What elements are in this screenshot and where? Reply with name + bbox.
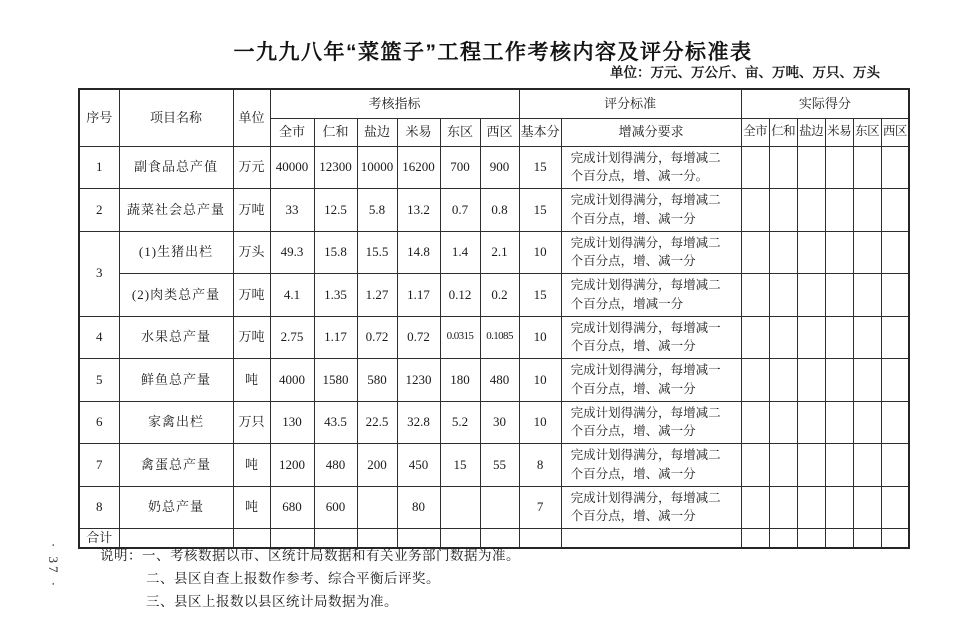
value-cell xyxy=(440,486,480,529)
project-cell: 家禽出栏 xyxy=(119,401,233,444)
empty-cell xyxy=(853,529,881,548)
project-cell: 蔬菜社会总产量 xyxy=(119,189,233,232)
actual-score-cell xyxy=(741,444,769,487)
value-cell: 0.7 xyxy=(440,189,480,232)
actual-score-cell xyxy=(853,444,881,487)
table-row xyxy=(79,444,909,487)
actual-score-cell xyxy=(769,231,797,274)
value-cell: 680 xyxy=(270,486,314,529)
value-cell: 600 xyxy=(314,486,357,529)
unit-cell: 万吨 xyxy=(233,189,270,232)
actual-score-cell xyxy=(769,316,797,359)
col-header-region-miyi: 米易 xyxy=(397,118,440,146)
actual-score-cell xyxy=(881,316,909,359)
table-row xyxy=(79,274,909,317)
value-cell: 700 xyxy=(440,146,480,189)
col-header-unit: 单位 xyxy=(233,89,270,146)
base-score-cell: 10 xyxy=(519,401,561,444)
value-cell: 0.8 xyxy=(480,189,519,232)
note-line-2: 二、县区自查上报数作参考、综合平衡后评奖。 xyxy=(146,571,440,586)
unit-cell: 吨 xyxy=(233,486,270,529)
actual-score-cell xyxy=(741,359,769,402)
actual-score-cell xyxy=(881,274,909,317)
value-cell: 1.35 xyxy=(314,274,357,317)
actual-score-cell xyxy=(769,444,797,487)
criteria-cell: 完成计划得满分，每增减一个百分点，增、减一分 xyxy=(561,316,741,359)
col-group-assessment: 考核指标 xyxy=(270,89,519,118)
actual-score-cell xyxy=(797,359,825,402)
value-cell: 40000 xyxy=(270,146,314,189)
actual-score-cell xyxy=(741,316,769,359)
actual-score-cell xyxy=(741,231,769,274)
project-cell: (1)生猪出栏 xyxy=(119,231,233,274)
actual-score-cell xyxy=(853,316,881,359)
value-cell: 55 xyxy=(480,444,519,487)
col-group-scoring: 评分标准 xyxy=(519,89,741,118)
criteria-cell: 完成计划得满分，每增减二个百分点，增、减一分 xyxy=(561,444,741,487)
empty-cell xyxy=(797,529,825,548)
table-row xyxy=(79,359,909,402)
value-cell: 580 xyxy=(357,359,397,402)
table-row xyxy=(79,231,909,274)
col-header-actual-miyi: 米易 xyxy=(825,118,853,146)
project-cell: 水果总产量 xyxy=(119,316,233,359)
value-cell: 43.5 xyxy=(314,401,357,444)
value-cell: 15 xyxy=(440,444,480,487)
actual-score-cell xyxy=(825,316,853,359)
value-cell: 22.5 xyxy=(357,401,397,444)
actual-score-cell xyxy=(741,401,769,444)
table-row xyxy=(79,189,909,232)
base-score-cell: 10 xyxy=(519,359,561,402)
project-cell: (2)肉类总产量 xyxy=(119,274,233,317)
value-cell: 0.72 xyxy=(397,316,440,359)
actual-score-cell xyxy=(797,316,825,359)
value-cell: 5.2 xyxy=(440,401,480,444)
col-header-project: 项目名称 xyxy=(119,89,233,146)
actual-score-cell xyxy=(797,274,825,317)
actual-score-cell xyxy=(825,189,853,232)
actual-score-cell xyxy=(769,486,797,529)
actual-score-cell xyxy=(853,189,881,232)
serial-cell: 4 xyxy=(79,316,119,359)
col-header-region-renhe: 仁和 xyxy=(314,118,357,146)
note-line-3: 三、县区上报数以县区统计局数据为准。 xyxy=(146,594,398,609)
value-cell: 5.8 xyxy=(357,189,397,232)
criteria-cell: 完成计划得满分，每增减二个百分点，增、减一分 xyxy=(561,231,741,274)
serial-cell: 8 xyxy=(79,486,119,529)
base-score-cell: 10 xyxy=(519,231,561,274)
actual-score-cell xyxy=(797,146,825,189)
actual-score-cell xyxy=(853,359,881,402)
value-cell: 480 xyxy=(314,444,357,487)
value-cell: 14.8 xyxy=(397,231,440,274)
actual-score-cell xyxy=(797,444,825,487)
actual-score-cell xyxy=(881,486,909,529)
value-cell: 15.5 xyxy=(357,231,397,274)
serial-cell: 5 xyxy=(79,359,119,402)
base-score-cell: 8 xyxy=(519,444,561,487)
total-label-cell: 合计 xyxy=(79,529,119,548)
unit-cell: 万吨 xyxy=(233,316,270,359)
criteria-cell: 完成计划得满分，每增减二个百分点，增、减一分。 xyxy=(561,146,741,189)
note-line-1: 说明：一、考核数据以市、区统计局数据和有关业务部门数据为准。 xyxy=(100,548,520,563)
value-cell: 16200 xyxy=(397,146,440,189)
col-header-actual-xiqu: 西区 xyxy=(881,118,909,146)
value-cell: 1.27 xyxy=(357,274,397,317)
value-cell: 0.1085 xyxy=(480,316,519,359)
unit-cell: 吨 xyxy=(233,444,270,487)
value-cell: 1.17 xyxy=(314,316,357,359)
actual-score-cell xyxy=(825,231,853,274)
project-cell: 副食品总产值 xyxy=(119,146,233,189)
actual-score-cell xyxy=(825,359,853,402)
col-group-actual: 实际得分 xyxy=(741,89,909,118)
actual-score-cell xyxy=(741,189,769,232)
actual-score-cell xyxy=(881,189,909,232)
actual-score-cell xyxy=(797,231,825,274)
table-row xyxy=(79,146,909,189)
value-cell: 0.0315 xyxy=(440,316,480,359)
empty-cell xyxy=(561,529,741,548)
value-cell: 450 xyxy=(397,444,440,487)
serial-cell: 3 xyxy=(79,231,119,316)
actual-score-cell xyxy=(825,486,853,529)
unit-cell: 万元 xyxy=(233,146,270,189)
col-header-region-citywide: 全市 xyxy=(270,118,314,146)
actual-score-cell xyxy=(881,401,909,444)
value-cell: 900 xyxy=(480,146,519,189)
value-cell: 32.8 xyxy=(397,401,440,444)
value-cell: 33 xyxy=(270,189,314,232)
page-title: 一九九八年“菜篮子”工程工作考核内容及评分标准表 xyxy=(233,41,753,64)
col-header-actual-renhe: 仁和 xyxy=(769,118,797,146)
col-header-serial: 序号 xyxy=(79,89,119,146)
unit-cell: 万只 xyxy=(233,401,270,444)
criteria-cell: 完成计划得满分，每增减二个百分点，增减一分 xyxy=(561,274,741,317)
serial-cell: 6 xyxy=(79,401,119,444)
value-cell: 1.17 xyxy=(397,274,440,317)
value-cell: 4.1 xyxy=(270,274,314,317)
criteria-cell: 完成计划得满分，每增减一个百分点，增、减一分 xyxy=(561,359,741,402)
criteria-cell: 完成计划得满分，每增减二个百分点，增、减一分 xyxy=(561,486,741,529)
value-cell: 180 xyxy=(440,359,480,402)
empty-cell xyxy=(881,529,909,548)
project-cell: 禽蛋总产量 xyxy=(119,444,233,487)
value-cell: 1200 xyxy=(270,444,314,487)
col-header-region-xiqu: 西区 xyxy=(480,118,519,146)
col-header-adjust-requirement: 增减分要求 xyxy=(561,118,741,146)
value-cell: 10000 xyxy=(357,146,397,189)
unit-cell: 吨 xyxy=(233,359,270,402)
empty-cell xyxy=(741,529,769,548)
value-cell: 15.8 xyxy=(314,231,357,274)
col-header-base-score: 基本分 xyxy=(519,118,561,146)
actual-score-cell xyxy=(853,401,881,444)
base-score-cell: 15 xyxy=(519,146,561,189)
col-header-region-yanbian: 盐边 xyxy=(357,118,397,146)
value-cell: 1230 xyxy=(397,359,440,402)
col-header-actual-dongqu: 东区 xyxy=(853,118,881,146)
value-cell: 80 xyxy=(397,486,440,529)
unit-cell: 万头 xyxy=(233,231,270,274)
value-cell: 0.12 xyxy=(440,274,480,317)
table-row xyxy=(79,401,909,444)
actual-score-cell xyxy=(881,231,909,274)
empty-cell xyxy=(769,529,797,548)
actual-score-cell xyxy=(797,401,825,444)
actual-score-cell xyxy=(741,274,769,317)
value-cell: 13.2 xyxy=(397,189,440,232)
value-cell xyxy=(357,486,397,529)
value-cell: 2.1 xyxy=(480,231,519,274)
value-cell: 49.3 xyxy=(270,231,314,274)
actual-score-cell xyxy=(853,146,881,189)
value-cell: 130 xyxy=(270,401,314,444)
value-cell: 1.4 xyxy=(440,231,480,274)
serial-cell: 2 xyxy=(79,189,119,232)
empty-cell xyxy=(825,529,853,548)
col-header-region-dongqu: 东区 xyxy=(440,118,480,146)
actual-score-cell xyxy=(769,274,797,317)
actual-score-cell xyxy=(769,401,797,444)
actual-score-cell xyxy=(797,189,825,232)
value-cell: 2.75 xyxy=(270,316,314,359)
actual-score-cell xyxy=(853,486,881,529)
value-cell: 12.5 xyxy=(314,189,357,232)
actual-score-cell xyxy=(881,359,909,402)
empty-cell xyxy=(519,529,561,548)
value-cell: 30 xyxy=(480,401,519,444)
actual-score-cell xyxy=(825,146,853,189)
criteria-cell: 完成计划得满分，每增减二个百分点，增、减一分 xyxy=(561,401,741,444)
assessment-table xyxy=(78,88,910,549)
project-cell: 鲜鱼总产量 xyxy=(119,359,233,402)
unit-cell: 万吨 xyxy=(233,274,270,317)
value-cell: 480 xyxy=(480,359,519,402)
value-cell: 1580 xyxy=(314,359,357,402)
value-cell: 4000 xyxy=(270,359,314,402)
base-score-cell: 10 xyxy=(519,316,561,359)
base-score-cell: 15 xyxy=(519,274,561,317)
base-score-cell: 15 xyxy=(519,189,561,232)
actual-score-cell xyxy=(853,231,881,274)
value-cell: 0.72 xyxy=(357,316,397,359)
actual-score-cell xyxy=(853,274,881,317)
header-group-row xyxy=(79,89,909,118)
actual-score-cell xyxy=(741,486,769,529)
col-header-actual-citywide: 全市 xyxy=(741,118,769,146)
actual-score-cell xyxy=(825,444,853,487)
table-row xyxy=(79,486,909,529)
table-row xyxy=(79,316,909,359)
criteria-cell: 完成计划得满分，每增减二个百分点，增、减一分 xyxy=(561,189,741,232)
actual-score-cell xyxy=(769,189,797,232)
value-cell: 12300 xyxy=(314,146,357,189)
actual-score-cell xyxy=(769,146,797,189)
value-cell: 200 xyxy=(357,444,397,487)
actual-score-cell xyxy=(741,146,769,189)
actual-score-cell xyxy=(769,359,797,402)
actual-score-cell xyxy=(825,401,853,444)
actual-score-cell xyxy=(881,146,909,189)
serial-cell: 1 xyxy=(79,146,119,189)
actual-score-cell xyxy=(881,444,909,487)
unit-note: 单位：万元、万公斤、亩、万吨、万只、万头 xyxy=(610,65,880,80)
actual-score-cell xyxy=(797,486,825,529)
serial-cell: 7 xyxy=(79,444,119,487)
project-cell: 奶总产量 xyxy=(119,486,233,529)
page-number: · 37 · xyxy=(46,542,62,590)
value-cell xyxy=(480,486,519,529)
base-score-cell: 7 xyxy=(519,486,561,529)
actual-score-cell xyxy=(825,274,853,317)
value-cell: 0.2 xyxy=(480,274,519,317)
col-header-actual-yanbian: 盐边 xyxy=(797,118,825,146)
